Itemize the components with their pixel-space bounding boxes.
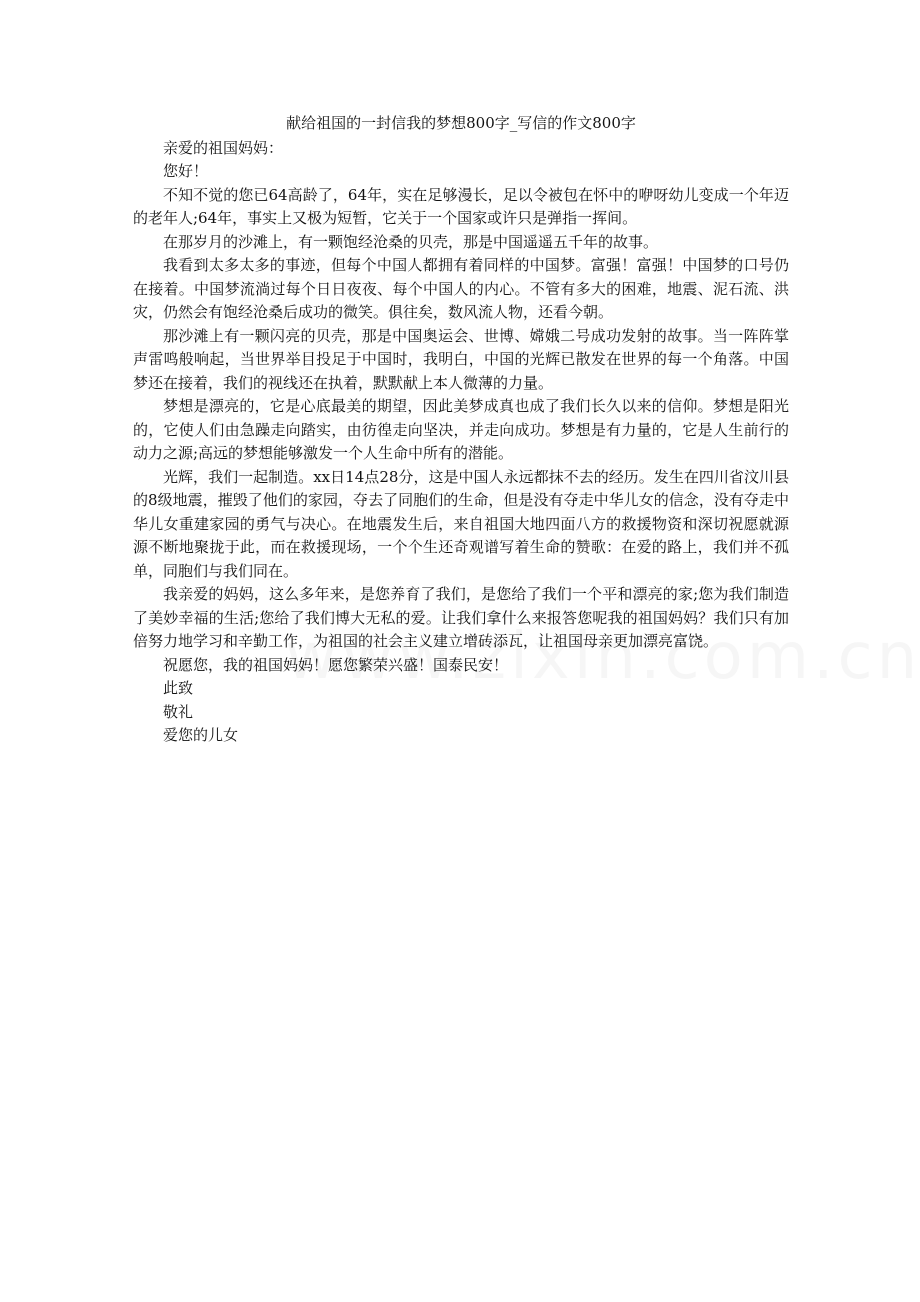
paragraph: 不知不觉的您已64高龄了，64年，实在足够漫长，足以令被包在怀中的咿呀幼儿变成一个年迈的老年人;64年，事实上又极为短暂，它关于一个国家或许只是弹指一挥间。 — [133, 185, 789, 227]
paragraph: 祝愿您，我的祖国妈妈！愿您繁荣兴盛！国泰民安！ — [163, 655, 509, 674]
greeting: 您好！ — [163, 162, 209, 180]
salutation: 亲爱的祖国妈妈： — [163, 138, 284, 157]
paragraph: 梦想是漂亮的，它是心底最美的期望，因此美梦成真也成了我们长久以来的信仰。梦想是阳光的，它使人们由急躁走向踏实，由彷徨走向坚决，并走向成功。梦想是有力量的，它是人生前行的动力之源;高远的梦想能够激发一个人生命中所有的潜能。 — [133, 397, 789, 462]
closing-line: 敬礼 — [163, 702, 194, 721]
paragraph: 光辉，我们一起制造。xx日14点28分，这是中国人永远都抹不去的经历。发生在四川省汶川县的8级地震，摧毁了他们的家园，夺去了同胞们的生命，但是没有夺走中华儿女的信念，没有夺走中华儿女重建家园的勇气与决心。在地震发生后，来自祖国大地四面八方的救援物资和深切祝愿就源源不断地聚拢于此，而在救援现场，一个个生还奇观谱写着生命的赞歌：在爱的路上，我们并不孤单，同胞们与我们同在。 — [133, 467, 789, 580]
paragraph: 我看到太多太多的事迹，但每个中国人都拥有着同样的中国梦。富强！富强！中国梦的口号仍在接着。中国梦流淌过每个日日夜夜、每个中国人的内心。不管有多大的困难，地震、泥石流、洪灾，仍然会有饱经沧桑后成功的微笑。俱往矣，数风流人物，还看今朝。 — [133, 256, 789, 321]
document-page — [133, 112, 789, 748]
paragraph: 在那岁月的沙滩上，有一颗饱经沧桑的贝壳，那是中国遥遥五千年的故事。 — [163, 232, 659, 251]
paragraph: 我亲爱的妈妈，这么多年来，是您养育了我们，是您给了我们一个平和漂亮的家;您为我们制造了美妙幸福的生活;您给了我们博大无私的爱。让我们拿什么来报答您呢我的祖国妈妈？我们只有加倍努力地学习和辛勤工作，为祖国的社会主义建立增砖添瓦，让祖国母亲更加漂亮富饶。 — [133, 585, 789, 650]
closing-line: 此致 — [163, 679, 194, 697]
paragraph: 那沙滩上有一颗闪亮的贝壳，那是中国奥运会、世博、嫦娥二号成功发射的故事。当一阵阵掌声雷鸣般响起，当世界举目投足于中国时，我明白，中国的光辉已散发在世界的每一个角落。中国梦还在接着，我们的视线还在执着，默默献上本人微薄的力量。 — [133, 326, 789, 392]
signature: 爱您的儿女 — [163, 726, 239, 744]
document-title: 献给祖国的一封信我的梦想800字_写信的作文800字 — [286, 114, 636, 132]
